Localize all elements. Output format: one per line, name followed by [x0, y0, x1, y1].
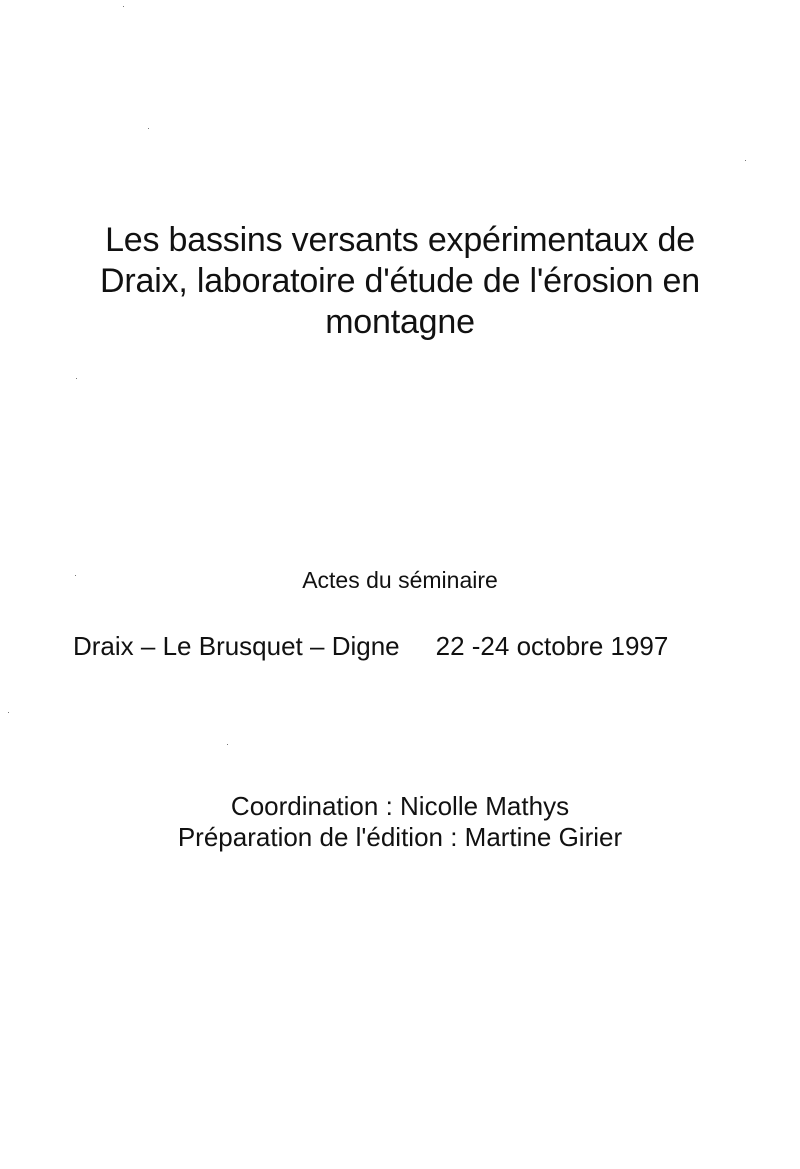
coordination-credit: Coordination : Nicolle Mathys: [230, 791, 570, 821]
credits-block: [40, 791, 760, 853]
scan-speck: [745, 160, 746, 161]
scan-speck: [8, 712, 9, 713]
scan-speck: [123, 6, 124, 7]
event-places: Draix – Le Brusquet – Digne: [73, 631, 400, 661]
scan-speck: [76, 378, 77, 379]
edition-credit: Préparation de l'édition : Martine Girier: [177, 822, 623, 852]
scan-speck: [227, 744, 228, 745]
title-line-1: Les bassins versants expérimentaux de: [105, 221, 695, 259]
title-line-3: montagne: [325, 303, 475, 341]
proceedings-subtitle: Actes du séminaire: [302, 567, 498, 593]
event-dates: 22 -24 octobre 1997: [435, 631, 669, 661]
event-line: [73, 630, 668, 662]
document-title: [40, 220, 760, 343]
scan-speck: [75, 575, 76, 576]
scan-speck: [148, 128, 149, 129]
title-line-2: Draix, laboratoire d'étude de l'érosion en: [100, 262, 700, 300]
